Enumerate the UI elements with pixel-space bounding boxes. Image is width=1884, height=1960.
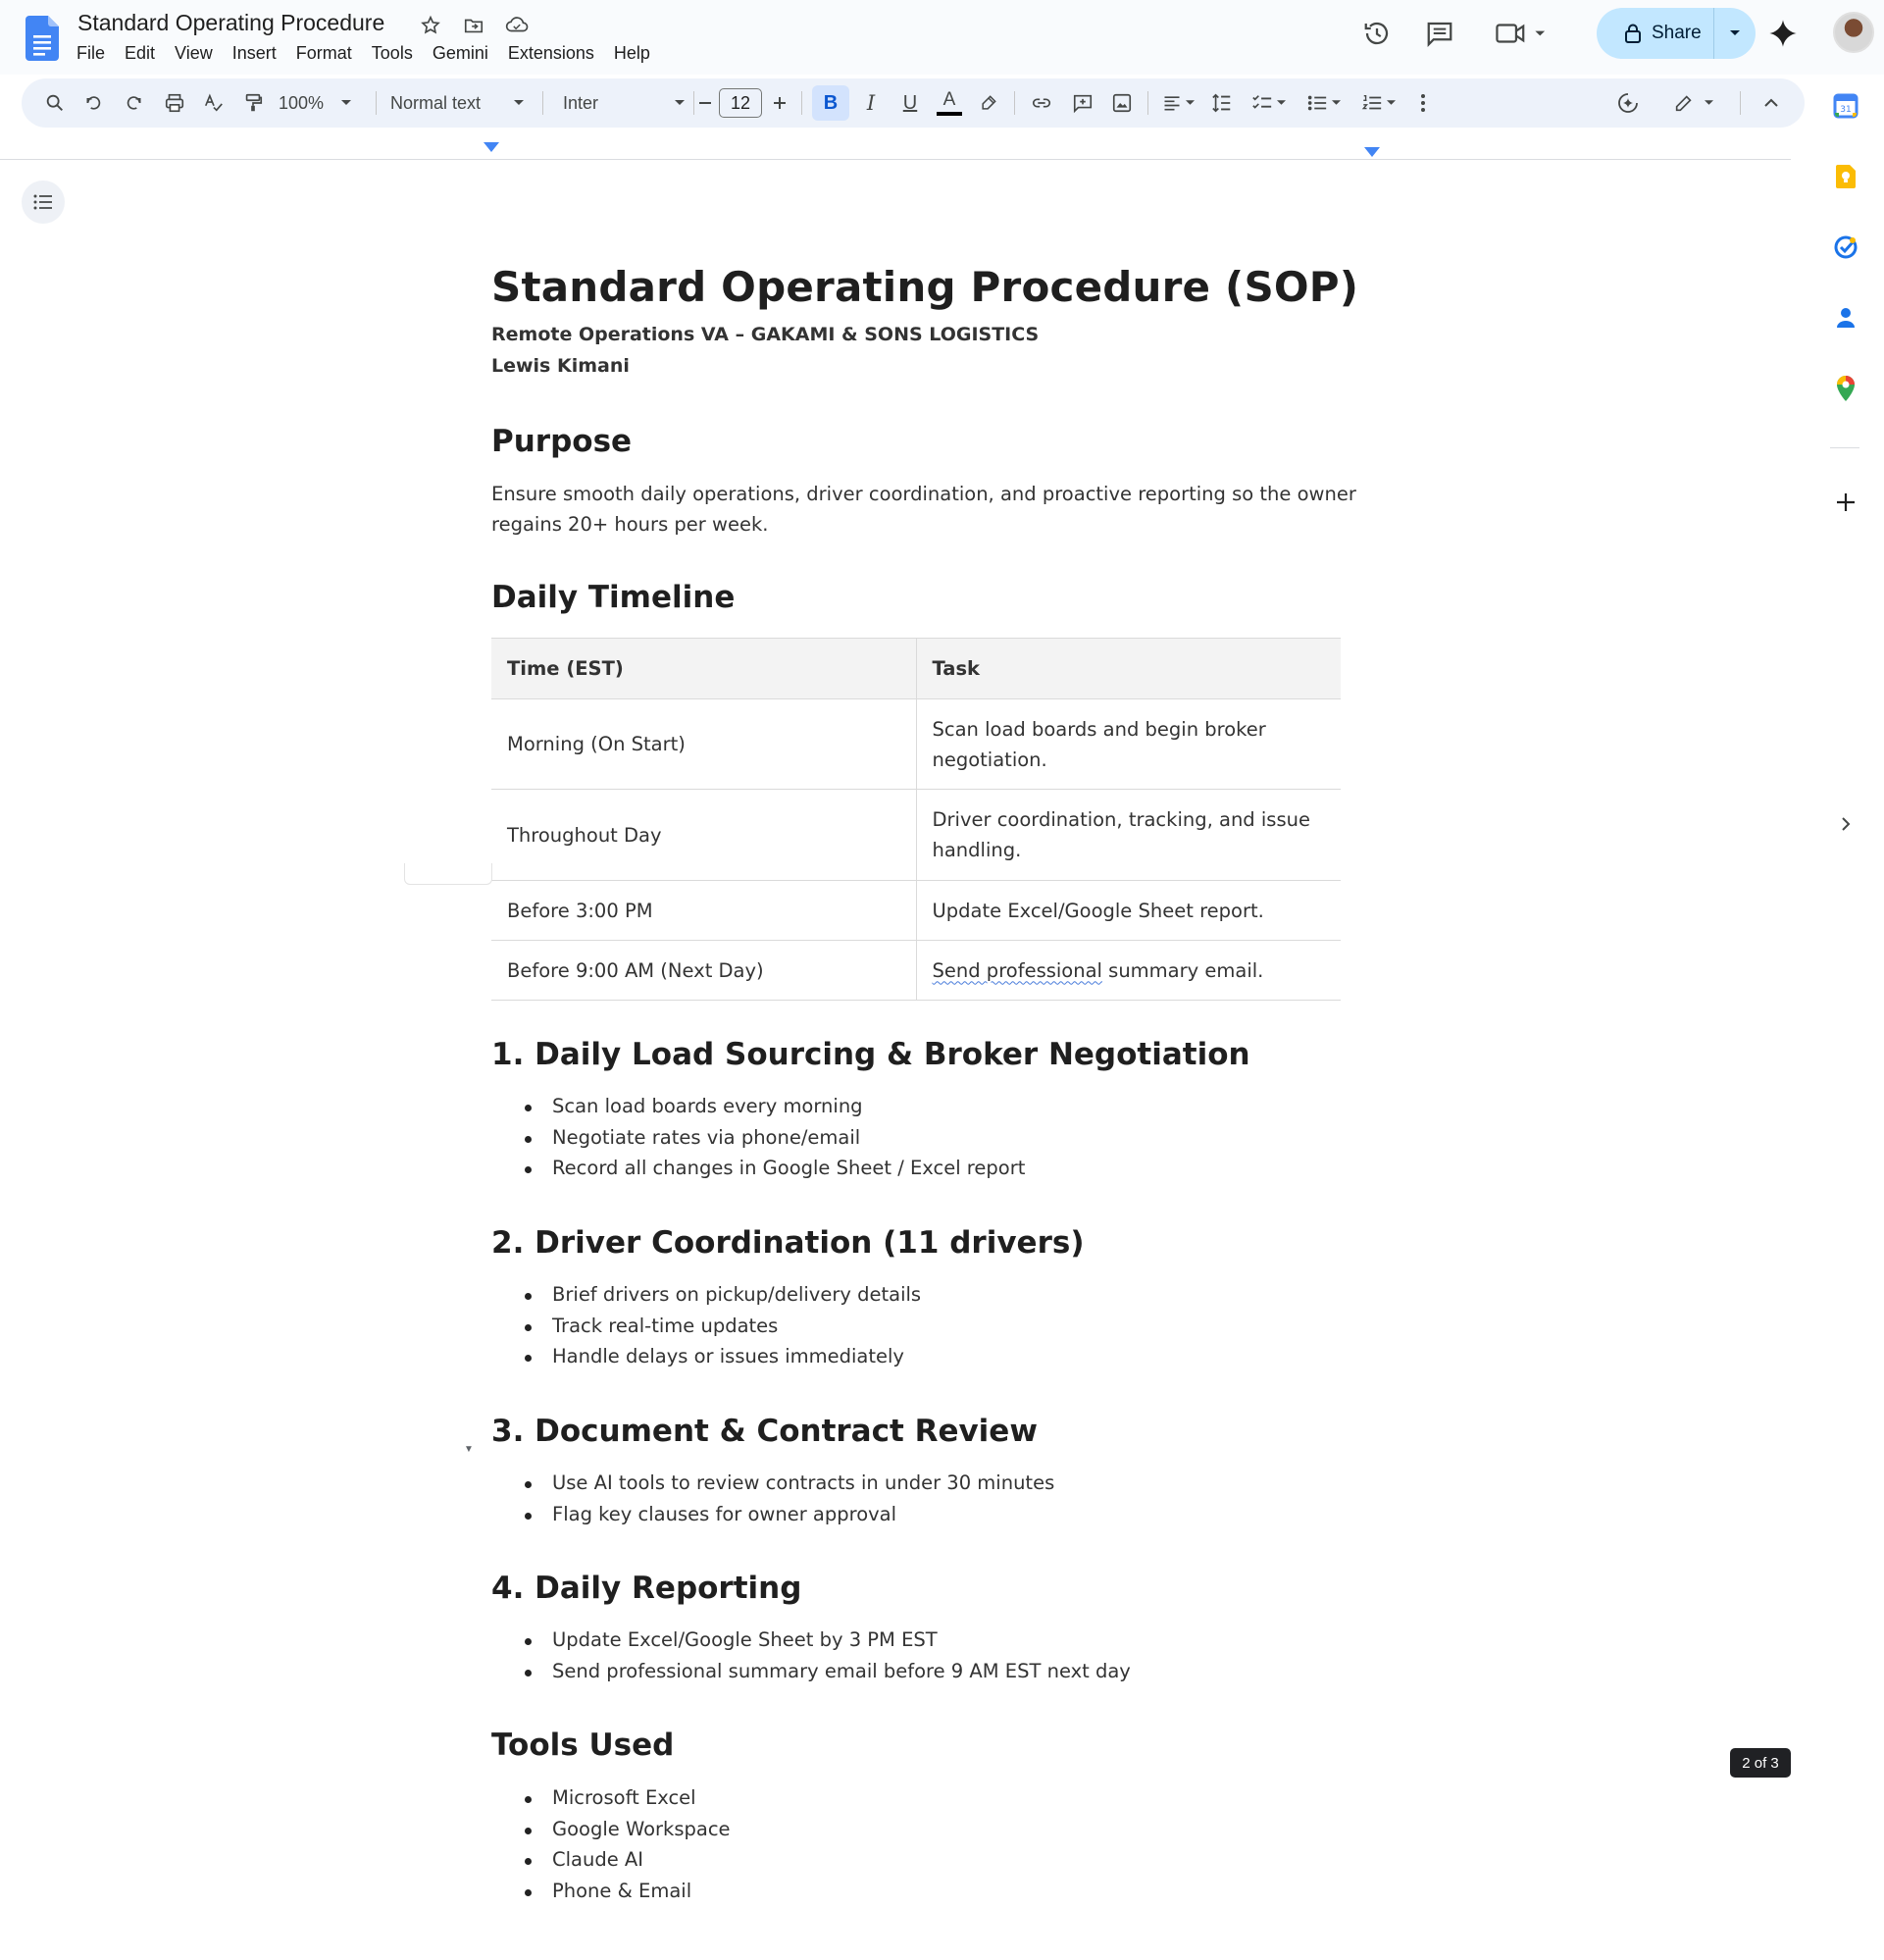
menu-bar — [67, 41, 660, 66]
list-item: Google Workspace — [523, 1814, 731, 1845]
paragraph-style-value: Normal text — [390, 92, 482, 113]
document-author: Lewis Kimani — [491, 355, 630, 377]
chevron-down-icon — [675, 100, 685, 106]
document-title[interactable]: Standard Operating Procedure — [77, 10, 385, 35]
menu-edit[interactable]: Edit — [125, 43, 156, 63]
underline-button[interactable]: U — [902, 91, 918, 114]
text-color-button[interactable] — [932, 78, 967, 128]
table-cell-task — [916, 941, 1341, 1001]
document-outline-button[interactable] — [22, 181, 65, 224]
section-list-driver-coordination — [523, 1279, 921, 1372]
table-cell-task: Driver coordination, tracking, and issue handling. — [916, 790, 1341, 881]
list-item: Use AI tools to review contracts in under 30 minutes — [523, 1468, 1054, 1499]
section-heading-load-sourcing: 1. Daily Load Sourcing & Broker Negotiation — [491, 1037, 1250, 1072]
section-heading-daily-reporting: 4. Daily Reporting — [491, 1571, 802, 1606]
ruler — [0, 159, 1791, 160]
table-cell-time: Morning (On Start) — [491, 699, 916, 790]
zoom-value: 100% — [279, 92, 325, 113]
menu-view[interactable]: View — [175, 43, 213, 63]
right-indent-marker[interactable] — [1364, 147, 1380, 157]
list-item: Update Excel/Google Sheet by 3 PM EST — [523, 1625, 1131, 1656]
list-item: Send professional summary email before 9 AM EST next day — [523, 1656, 1131, 1687]
zoom-select[interactable] — [279, 78, 367, 128]
document-subtitle: Remote Operations VA – GAKAMI & SONS LOGISTICS — [491, 324, 1040, 345]
search-menus-icon[interactable] — [37, 78, 73, 128]
list-item: Track real-time updates — [523, 1311, 921, 1342]
list-item: Microsoft Excel — [523, 1782, 731, 1814]
menu-format[interactable]: Format — [295, 43, 352, 63]
paragraph-style-select[interactable] — [390, 78, 524, 128]
list-item: Claude AI — [523, 1844, 731, 1876]
section-list-daily-reporting — [523, 1625, 1131, 1686]
avatar[interactable] — [1833, 12, 1874, 53]
undo-icon[interactable] — [76, 78, 112, 128]
numbered-list-icon[interactable] — [1353, 78, 1402, 128]
section-list-load-sourcing — [523, 1091, 1025, 1184]
align-icon[interactable] — [1153, 78, 1202, 128]
calendar-icon[interactable] — [1832, 92, 1859, 120]
menu-tools[interactable]: Tools — [371, 43, 413, 63]
table-cell-time: Before 3:00 PM — [491, 881, 916, 941]
increase-font-size-icon[interactable] — [765, 78, 794, 128]
section-heading-contract-review: 3. Document & Contract Review — [491, 1414, 1038, 1449]
table-cell-task-rest: summary email. — [1101, 958, 1264, 982]
table-row — [491, 881, 1341, 941]
list-item: Scan load boards every morning — [523, 1091, 1025, 1122]
list-item: Negotiate rates via phone/email — [523, 1122, 1025, 1154]
gemini-icon[interactable] — [1765, 16, 1801, 51]
star-icon[interactable] — [417, 12, 444, 39]
section-list-tools-used — [523, 1782, 731, 1906]
formatting-toolbar — [22, 78, 1805, 128]
menu-file[interactable]: File — [76, 43, 106, 63]
timeline-heading: Daily Timeline — [491, 580, 736, 615]
side-panel-divider — [1830, 447, 1859, 448]
print-icon[interactable] — [157, 78, 192, 128]
lock-icon — [1624, 24, 1642, 43]
text-color-letter: A — [942, 89, 956, 110]
table-header-task: Task — [916, 639, 1341, 699]
bold-button[interactable]: B — [812, 85, 849, 121]
table-row — [491, 941, 1341, 1001]
hide-menus-icon[interactable] — [1754, 78, 1789, 128]
section-list-contract-review — [523, 1468, 1054, 1529]
spelling-suggestion-text[interactable]: Send professional — [932, 958, 1102, 982]
font-family-value: Inter — [563, 92, 599, 113]
table-cell-task: Scan load boards and begin broker negotiation. — [916, 699, 1341, 790]
highlight-icon[interactable] — [971, 78, 1006, 128]
list-item: Phone & Email — [523, 1876, 731, 1907]
version-history-icon[interactable] — [1359, 16, 1395, 51]
editing-mode-icon[interactable] — [1665, 78, 1720, 128]
share-label: Share — [1652, 23, 1702, 43]
menu-extensions[interactable]: Extensions — [507, 43, 594, 63]
tasks-icon[interactable] — [1832, 233, 1859, 261]
chevron-down-icon — [341, 100, 351, 106]
spellcheck-icon[interactable] — [196, 78, 231, 128]
list-item: Handle delays or issues immediately — [523, 1341, 921, 1372]
expand-panel-icon[interactable] — [1832, 810, 1859, 838]
keep-icon[interactable] — [1832, 163, 1859, 190]
add-icon[interactable] — [1832, 489, 1859, 516]
line-spacing-icon[interactable] — [1204, 78, 1240, 128]
checklist-icon[interactable] — [1244, 78, 1293, 128]
table-cell-time: Throughout Day — [491, 790, 916, 881]
table-row — [491, 699, 1341, 790]
table-cell-time: Before 9:00 AM (Next Day) — [491, 941, 916, 1001]
move-to-folder-icon[interactable] — [460, 12, 487, 39]
table-header-time: Time (EST) — [491, 639, 916, 699]
section-heading-tools-used: Tools Used — [491, 1728, 675, 1763]
italic-button[interactable]: I — [866, 91, 876, 115]
table-cell-task: Update Excel/Google Sheet report. — [916, 881, 1341, 941]
add-comment-icon[interactable] — [1065, 78, 1100, 128]
purpose-text: Ensure smooth daily operations, driver coordination, and proactive reporting so the owner regains 20+ hours per week. — [491, 483, 1356, 536]
menu-insert[interactable]: Insert — [231, 43, 277, 63]
paint-format-icon[interactable] — [235, 78, 271, 128]
menu-gemini[interactable]: Gemini — [432, 43, 488, 63]
insert-link-icon[interactable] — [1024, 78, 1059, 128]
left-indent-marker[interactable] — [484, 142, 499, 152]
collapse-section-icon[interactable]: ▼ — [464, 1444, 474, 1455]
maps-icon[interactable] — [1832, 375, 1859, 402]
comments-icon[interactable] — [1422, 16, 1457, 51]
table-resize-handle[interactable] — [404, 863, 492, 885]
daily-timeline-table — [491, 638, 1341, 1001]
cloud-saved-icon[interactable] — [503, 12, 531, 39]
table-row — [491, 790, 1341, 881]
svg-text:31: 31 — [1840, 105, 1852, 115]
docs-logo-icon[interactable] — [25, 16, 59, 61]
redo-icon[interactable] — [116, 78, 151, 128]
menu-help[interactable]: Help — [613, 43, 650, 63]
list-item: Brief drivers on pickup/delivery details — [523, 1279, 921, 1311]
share-button[interactable] — [1597, 8, 1756, 59]
bulleted-list-icon[interactable] — [1298, 78, 1348, 128]
section-heading-driver-coordination: 2. Driver Coordination (11 drivers) — [491, 1225, 1085, 1261]
outline-icon — [33, 194, 53, 210]
contacts-icon[interactable] — [1832, 304, 1859, 332]
list-item: Flag key clauses for owner approval — [523, 1499, 1054, 1530]
font-family-select[interactable] — [563, 78, 685, 128]
meet-icon[interactable] — [1493, 16, 1552, 51]
list-item: Record all changes in Google Sheet / Excel report — [523, 1153, 1025, 1184]
ask-gemini-icon[interactable] — [1610, 78, 1646, 128]
decrease-font-size-icon[interactable] — [690, 78, 720, 128]
insert-image-icon[interactable] — [1104, 78, 1140, 128]
chevron-down-icon — [514, 100, 524, 106]
text-color-swatch — [937, 112, 962, 116]
purpose-heading: Purpose — [491, 424, 633, 459]
share-dropdown-icon[interactable] — [1714, 29, 1756, 37]
more-options-icon[interactable] — [1408, 78, 1438, 128]
font-size-input[interactable]: 12 — [719, 88, 762, 118]
document-heading: Standard Operating Procedure (SOP) — [491, 263, 1359, 311]
page-indicator: 2 of 3 — [1730, 1748, 1791, 1778]
